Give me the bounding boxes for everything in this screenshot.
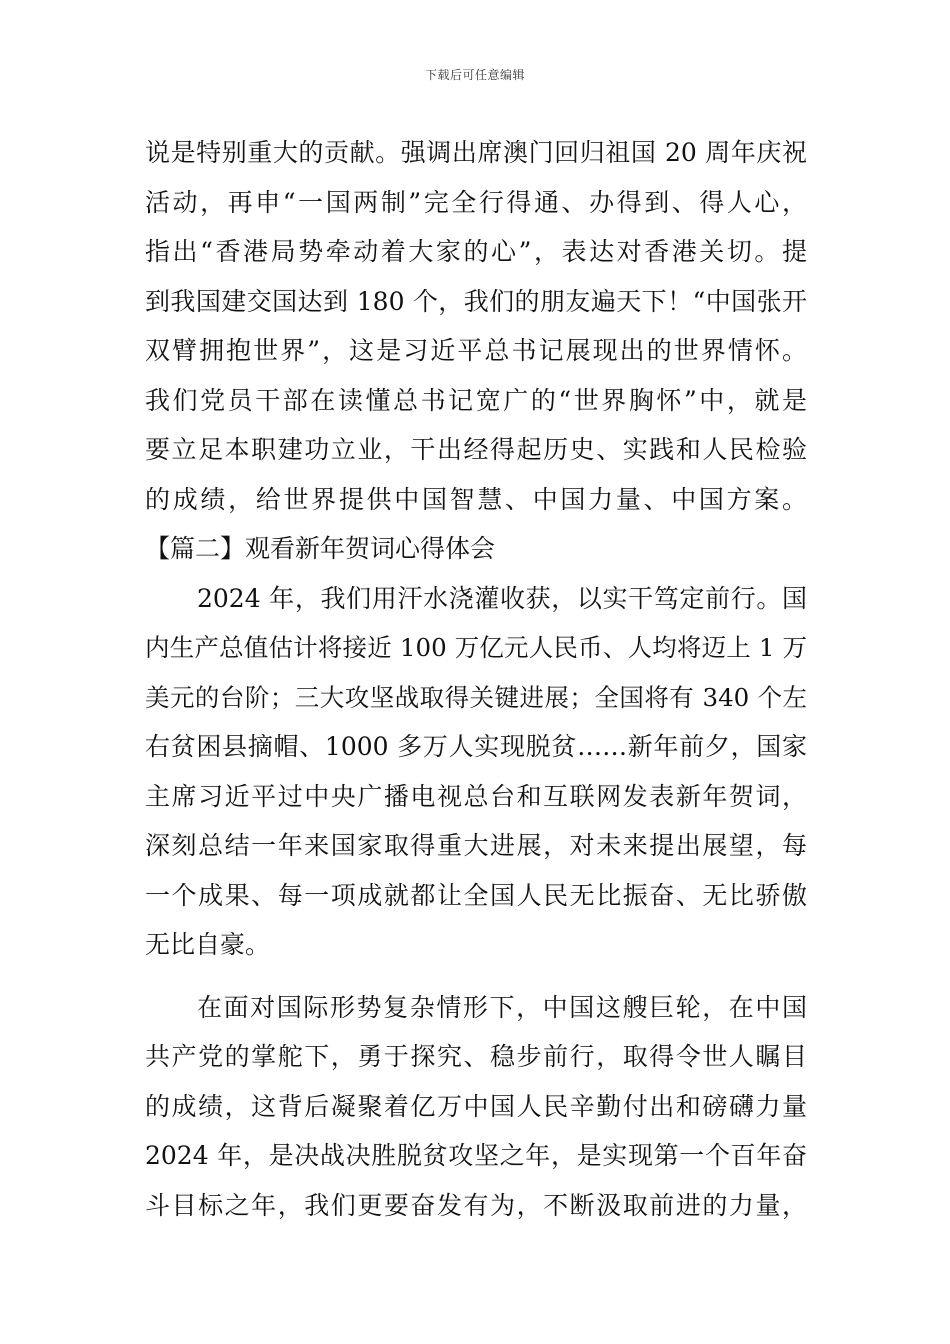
text-line: 右贫困县摘帽、1000 多万人实现脱贫……新年前夕，国家 xyxy=(145,732,807,761)
text-line: 共产党的掌舵下，勇于探究、稳步前行，取得令世人瞩目 xyxy=(145,1042,807,1071)
text-line: 指出“香港局势牵动着大家的心”，表达对香港关切。提 xyxy=(145,237,807,266)
text-line: 主席习近平过中央广播电视总台和互联网发表新年贺词， xyxy=(145,781,807,811)
section-heading: 【篇二】观看新年贺词心得体会 xyxy=(145,534,496,563)
text-line: 一个成果、每一项成就都让全国人民无比振奋、无比骄傲 xyxy=(145,880,807,910)
page-header: 下载后可任意编辑 xyxy=(424,68,525,82)
paragraph-gap xyxy=(145,970,807,983)
text-line: 说是特别重大的贡献。强调出席澳门回归祖国 20 周年庆祝 xyxy=(145,138,807,167)
text-line: 活动，再申“一国两制”完全行得通、办得到、得人心， xyxy=(145,187,807,217)
text-line: 到我国建交国达到 180 个，我们的朋友遍天下！“中国张开 xyxy=(145,286,807,316)
text-line: 的成绩，这背后凝聚着亿万中国人民辛勤付出和磅礴力量 xyxy=(145,1091,807,1121)
text-line: 美元的台阶；三大攻坚战取得关键进展；全国将有 340 个左 xyxy=(145,682,807,712)
text-line: 无比自豪。 xyxy=(145,930,271,959)
text-line: 双臂拥抱世界”，这是习近平总书记展现出的世界情怀。 xyxy=(145,336,807,365)
text-line: 在面对国际形势复杂情形下，中国这艘巨轮，在中国 xyxy=(197,992,807,1022)
text-line: 要立足本职建功立业，干出经得起历史、实践和人民检验 xyxy=(145,435,807,464)
document-body xyxy=(145,128,807,1230)
text-line: 内生产总值估计将接近 100 万亿元人民币、人均将迈上 1 万 xyxy=(145,633,807,662)
text-line: 的成绩，给世界提供中国智慧、中国力量、中国方案。 xyxy=(145,484,807,514)
text-line: 2024 年，我们用汗水浇灌收获，以实干笃定前行。国 xyxy=(197,583,807,613)
text-line: 2024 年，是决战决胜脱贫攻坚之年，是实现第一个百年奋 xyxy=(145,1141,807,1170)
text-line: 我们党员干部在读懂总书记宽广的“世界胸怀”中，就是 xyxy=(145,385,807,415)
text-line: 深刻总结一年来国家取得重大进展，对未来提出展望，每 xyxy=(145,831,807,860)
text-line: 斗目标之年，我们更要奋发有为，不断汲取前进的力量， xyxy=(145,1190,807,1220)
